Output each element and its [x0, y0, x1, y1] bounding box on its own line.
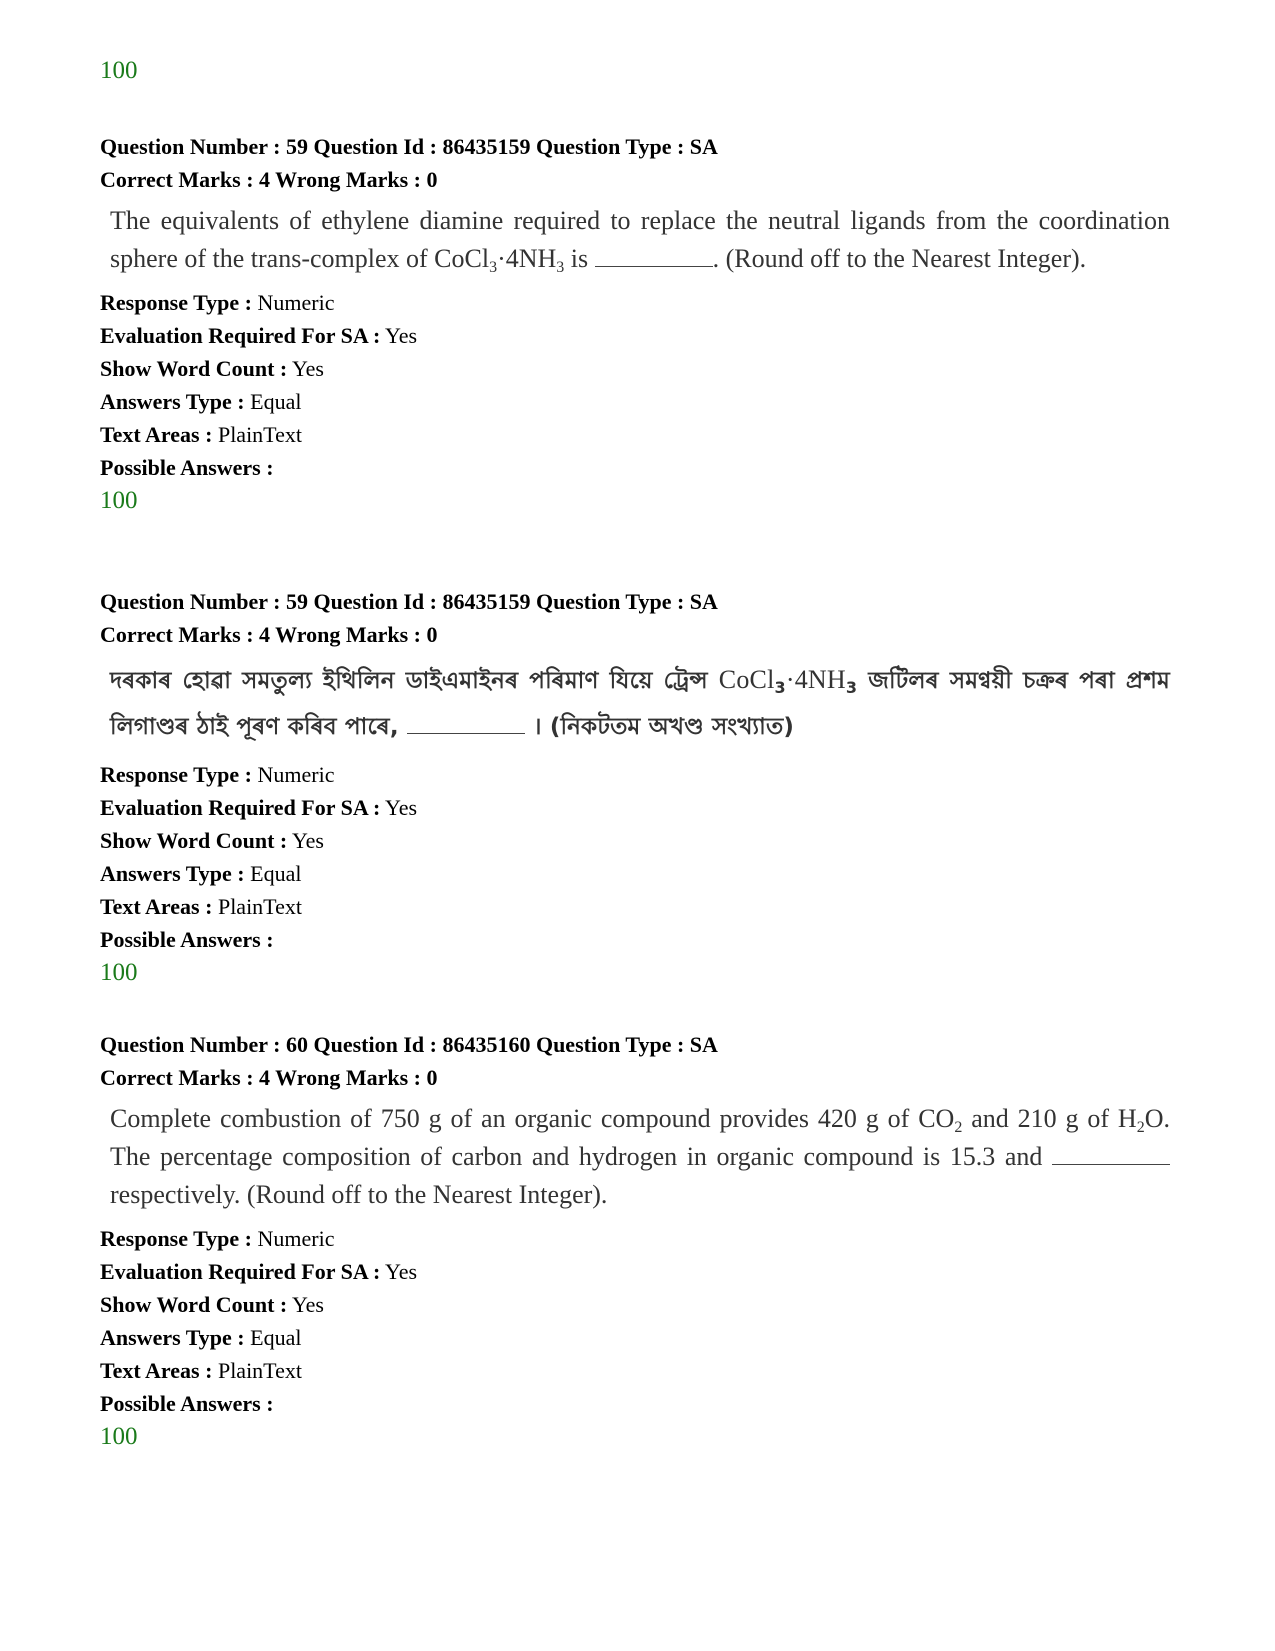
text-areas-value: PlainText [217, 1358, 302, 1383]
question-text: The equivalents of ethylene diamine required to replace the neutral ligands from the coordination sphere of the trans-complex of $CoCl_3\cdot 4NH_3$ is . (Round off to the Nearest Integer). [110, 206, 1170, 276]
question-metadata: Response Type : Numeric Evaluation Required For SA : Yes Show Word Count : Yes Answers Type : Equal Text Areas : PlainText Possible Answers : 100 [100, 758, 1180, 989]
answers-type-value: Equal [250, 389, 302, 414]
text-areas-value: PlainText [217, 894, 302, 919]
word-count-value: Yes [291, 356, 324, 381]
answers-type-value: Equal [250, 1325, 302, 1350]
response-type-value: Numeric [257, 1226, 335, 1251]
question-header: Question Number : 59 Question Id : 86435159 Question Type : SA [100, 589, 718, 614]
previous-possible-answer: 100 [100, 57, 138, 84]
question-header: Question Number : 60 Question Id : 86435160 Question Type : SA [100, 1032, 718, 1057]
answer-blank [1052, 1146, 1170, 1165]
evaluation-value: Yes [385, 323, 418, 348]
evaluation-value: Yes [385, 1259, 418, 1284]
question-block-3 [100, 1028, 1180, 1453]
text-areas-value: PlainText [217, 422, 302, 447]
question-marks: Correct Marks : 4 Wrong Marks : 0 [100, 1065, 438, 1090]
question-text: দৰকাৰ হোৱা সমতুল্য ইথিলিন ডাইএমাইনৰ পৰিমাণ যিয়ে ট্ৰেন্স $CoCl_3\cdot 4NH_3$ জটিলৰ সমণ্বয়ী চক্ৰৰ পৰা প্ৰশম লিগাণ্ডৰ ঠাই পূৰণ কৰিব পাৰে, । (নিকটতম অখণ্ড সংখ্যাত) [110, 665, 1171, 740]
response-type-value: Numeric [257, 762, 335, 787]
answer-blank [595, 248, 713, 267]
answer-blank [407, 715, 525, 734]
evaluation-value: Yes [385, 795, 418, 820]
possible-answer: 100 [100, 1423, 138, 1450]
question-block-1 [100, 130, 1180, 517]
possible-answer: 100 [100, 959, 138, 986]
question-marks: Correct Marks : 4 Wrong Marks : 0 [100, 622, 438, 647]
question-marks: Correct Marks : 4 Wrong Marks : 0 [100, 167, 438, 192]
question-text: Complete combustion of 750 g of an organic compound provides 420 g of $CO_2$ and 210 g of $H_2O$. The percentage composition of carbon and hydrogen in organic compound is 15.3 and respectively. (Round off to the Nearest Integer). [110, 1104, 1170, 1209]
response-type-value: Numeric [257, 290, 335, 315]
word-count-value: Yes [291, 1292, 324, 1317]
answers-type-value: Equal [250, 861, 302, 886]
question-block-2 [100, 585, 1180, 989]
question-header: Question Number : 59 Question Id : 86435159 Question Type : SA [100, 134, 718, 159]
question-metadata: Response Type : Numeric Evaluation Required For SA : Yes Show Word Count : Yes Answers Type : Equal Text Areas : PlainText Possible Answers : 100 [100, 286, 1180, 517]
word-count-value: Yes [291, 828, 324, 853]
question-metadata: Response Type : Numeric Evaluation Required For SA : Yes Show Word Count : Yes Answers Type : Equal Text Areas : PlainText Possible Answers : 100 [100, 1222, 1180, 1453]
possible-answer: 100 [100, 487, 138, 514]
